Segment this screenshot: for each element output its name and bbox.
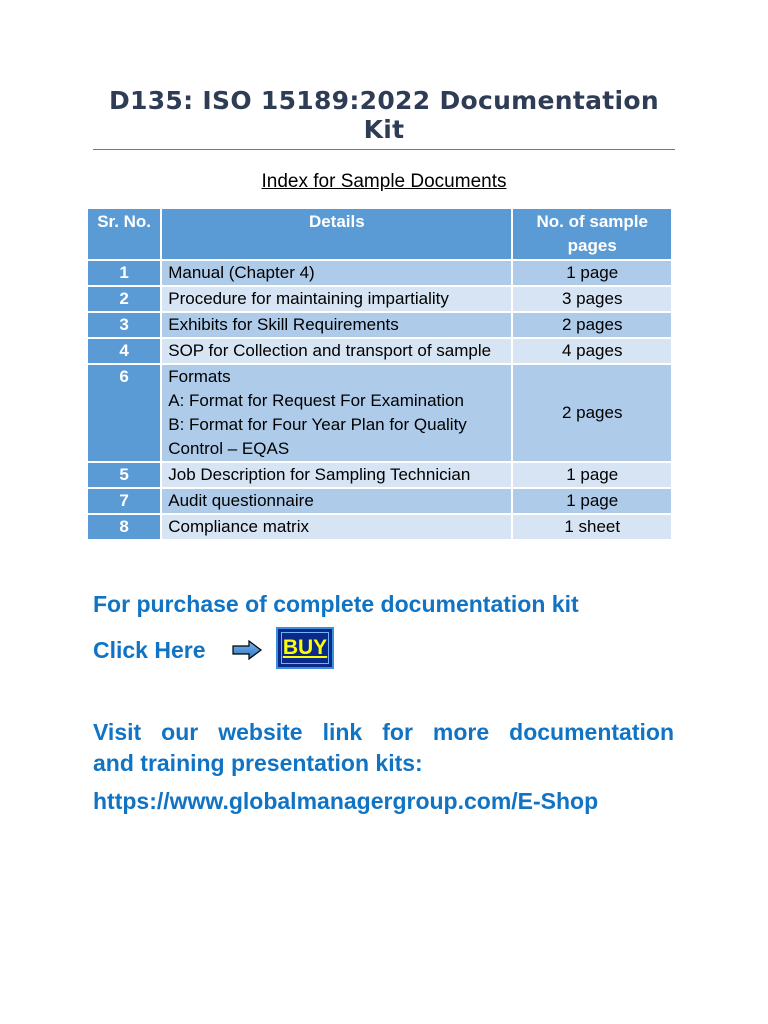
table-row [88,489,671,513]
table-row [88,261,671,285]
row-pages: 1 sheet [513,515,671,539]
visit-line-2: and training presentation kits: [93,750,423,776]
row-pages: 3 pages [513,287,671,311]
table-row [88,515,671,539]
table-row [88,313,671,337]
purchase-text: For purchase of complete documentation kit [93,591,579,617]
header-pages: No. of sample pages [513,209,671,259]
row-sr-no: 6 [88,365,160,461]
format-b-line: B: Format for Four Year Plan for Quality Control – EQAS [168,415,467,458]
document-title: D135: ISO 15189:2022 Documentation Kit [108,86,660,144]
row-sr-no: 5 [88,463,160,487]
row-details: Job Description for Sampling Technician [162,463,511,487]
table-row [88,339,671,363]
row-details: Audit questionnaire [162,489,511,513]
row-details: SOP for Collection and transport of sample [162,339,511,363]
table-row [88,463,671,487]
sample-documents-table [86,207,673,541]
row-pages: 1 page [513,463,671,487]
row-sr-no: 2 [88,287,160,311]
table-header-row [88,209,671,259]
row-sr-no: 8 [88,515,160,539]
row-details: Procedure for maintaining impartiality [162,287,511,311]
click-here-text: Click Here [93,637,206,663]
title-divider [93,149,675,150]
index-subtitle: Index for Sample Documents [261,171,507,192]
row-sr-no: 7 [88,489,160,513]
row-pages: 1 page [513,261,671,285]
row-sr-no: 3 [88,313,160,337]
visit-line-1: Visit our website link for more documentation [93,719,674,745]
row-details: Compliance matrix [162,515,511,539]
table-row [88,365,671,461]
formats-heading: Formats [168,367,231,386]
row-pages: 2 pages [513,365,671,461]
buy-button[interactable] [276,627,334,669]
row-pages: 2 pages [513,313,671,337]
row-pages: 4 pages [513,339,671,363]
table-row [88,287,671,311]
buy-button-label: BUY [281,632,329,664]
row-details: Exhibits for Skill Requirements [162,313,511,337]
visit-website-text [93,717,674,779]
row-sr-no: 4 [88,339,160,363]
row-details: Manual (Chapter 4) [162,261,511,285]
row-details [162,365,511,461]
format-a-line: A: Format for Request For Examination [168,391,464,410]
row-pages: 1 page [513,489,671,513]
row-sr-no: 1 [88,261,160,285]
arrow-right-icon [232,640,262,660]
header-sr-no: Sr. No. [88,209,160,259]
header-details: Details [162,209,511,259]
eshop-link[interactable]: https://www.globalmanagergroup.com/E-Shop [93,788,599,814]
